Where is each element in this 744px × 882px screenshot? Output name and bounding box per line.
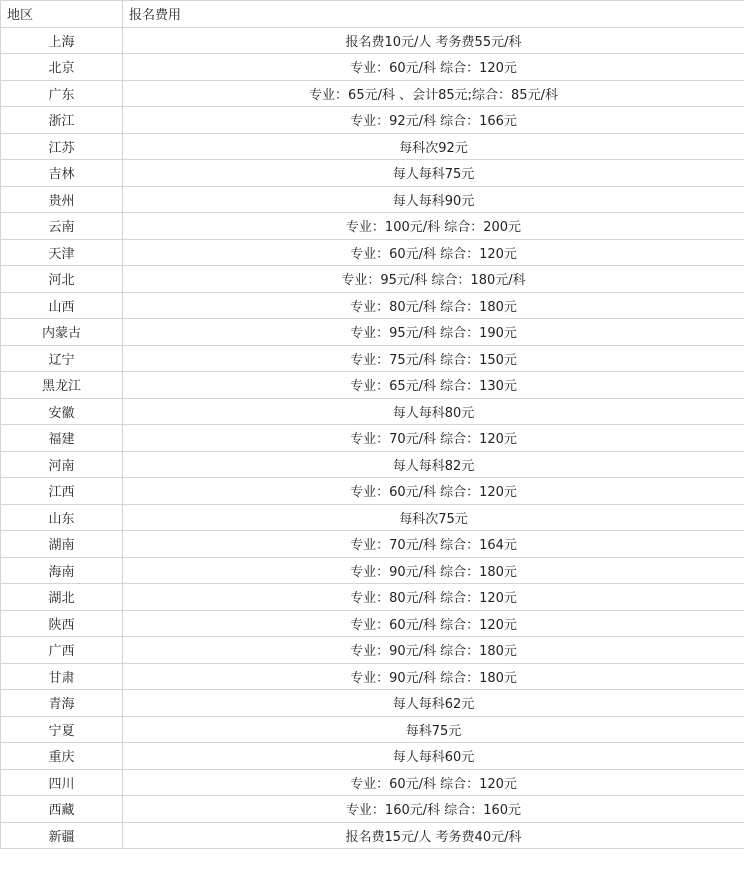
table-row	[1, 743, 744, 770]
region-cell: 江西	[1, 478, 123, 505]
table-row	[1, 478, 744, 505]
region-cell: 重庆	[1, 743, 123, 770]
table-row	[1, 690, 744, 717]
fee-cell: 每科次75元	[123, 504, 744, 531]
table-row	[1, 239, 744, 266]
region-cell: 海南	[1, 557, 123, 584]
region-cell: 山东	[1, 504, 123, 531]
table-row	[1, 213, 744, 240]
table-row	[1, 637, 744, 664]
region-cell: 湖南	[1, 531, 123, 558]
fee-cell: 每科75元	[123, 716, 744, 743]
table-row	[1, 716, 744, 743]
header-fee: 报名费用	[123, 1, 744, 28]
region-cell: 福建	[1, 425, 123, 452]
region-cell: 上海	[1, 27, 123, 54]
table-row	[1, 610, 744, 637]
region-cell: 青海	[1, 690, 123, 717]
table-row	[1, 584, 744, 611]
table-row	[1, 557, 744, 584]
table-row	[1, 319, 744, 346]
region-cell: 河北	[1, 266, 123, 293]
table-row	[1, 398, 744, 425]
header-row	[1, 1, 744, 28]
table-row	[1, 160, 744, 187]
fee-cell: 专业：60元/科 综合：120元	[123, 610, 744, 637]
table-row	[1, 663, 744, 690]
table-row	[1, 372, 744, 399]
fee-cell: 专业：160元/科 综合：160元	[123, 796, 744, 823]
fee-cell: 专业：70元/科 综合：164元	[123, 531, 744, 558]
region-cell: 广东	[1, 80, 123, 107]
table-row	[1, 107, 744, 134]
region-cell: 内蒙古	[1, 319, 123, 346]
table-row	[1, 54, 744, 81]
region-cell: 辽宁	[1, 345, 123, 372]
fee-cell: 每科次92元	[123, 133, 744, 160]
fee-cell: 专业：90元/科 综合：180元	[123, 637, 744, 664]
table-row	[1, 504, 744, 531]
region-cell: 河南	[1, 451, 123, 478]
fee-cell: 专业：65元/科 综合：130元	[123, 372, 744, 399]
region-cell: 江苏	[1, 133, 123, 160]
region-cell: 宁夏	[1, 716, 123, 743]
region-cell: 黑龙江	[1, 372, 123, 399]
region-cell: 云南	[1, 213, 123, 240]
fee-cell: 专业：90元/科 综合：180元	[123, 557, 744, 584]
region-cell: 贵州	[1, 186, 123, 213]
fee-cell: 专业：90元/科 综合：180元	[123, 663, 744, 690]
fee-cell: 专业：65元/科 、会计85元;综合：85元/科	[123, 80, 744, 107]
table-row	[1, 345, 744, 372]
fee-cell: 每人每科62元	[123, 690, 744, 717]
region-cell: 浙江	[1, 107, 123, 134]
table-body	[1, 27, 744, 849]
table-row	[1, 425, 744, 452]
table-row	[1, 822, 744, 849]
region-cell: 西藏	[1, 796, 123, 823]
fee-cell: 专业：80元/科 综合：120元	[123, 584, 744, 611]
region-cell: 吉林	[1, 160, 123, 187]
fee-cell: 报名费10元/人 考务费55元/科	[123, 27, 744, 54]
table-row	[1, 769, 744, 796]
fee-cell: 专业：60元/科 综合：120元	[123, 769, 744, 796]
table-row	[1, 266, 744, 293]
fee-cell: 专业：95元/科 综合：180元/科	[123, 266, 744, 293]
fee-cell: 每人每科75元	[123, 160, 744, 187]
table-row	[1, 451, 744, 478]
fee-cell: 专业：70元/科 综合：120元	[123, 425, 744, 452]
table-row	[1, 292, 744, 319]
fee-cell: 专业：75元/科 综合：150元	[123, 345, 744, 372]
region-cell: 四川	[1, 769, 123, 796]
region-cell: 山西	[1, 292, 123, 319]
fee-cell: 专业：60元/科 综合：120元	[123, 54, 744, 81]
fee-cell: 专业：80元/科 综合：180元	[123, 292, 744, 319]
region-cell: 甘肃	[1, 663, 123, 690]
region-cell: 北京	[1, 54, 123, 81]
table-row	[1, 133, 744, 160]
table-row	[1, 27, 744, 54]
table-row	[1, 796, 744, 823]
fee-cell: 专业：100元/科 综合：200元	[123, 213, 744, 240]
fee-cell: 报名费15元/人 考务费40元/科	[123, 822, 744, 849]
header-region: 地区	[1, 1, 123, 28]
fee-cell: 专业：60元/科 综合：120元	[123, 239, 744, 266]
fee-cell: 专业：92元/科 综合：166元	[123, 107, 744, 134]
fee-cell: 专业：95元/科 综合：190元	[123, 319, 744, 346]
fee-cell: 每人每科90元	[123, 186, 744, 213]
fee-cell: 每人每科80元	[123, 398, 744, 425]
region-cell: 天津	[1, 239, 123, 266]
table-row	[1, 186, 744, 213]
region-cell: 陕西	[1, 610, 123, 637]
region-cell: 安徽	[1, 398, 123, 425]
region-cell: 新疆	[1, 822, 123, 849]
table-row	[1, 531, 744, 558]
region-cell: 广西	[1, 637, 123, 664]
fee-cell: 专业：60元/科 综合：120元	[123, 478, 744, 505]
fee-cell: 每人每科82元	[123, 451, 744, 478]
table-row	[1, 80, 744, 107]
fee-cell: 每人每科60元	[123, 743, 744, 770]
region-cell: 湖北	[1, 584, 123, 611]
